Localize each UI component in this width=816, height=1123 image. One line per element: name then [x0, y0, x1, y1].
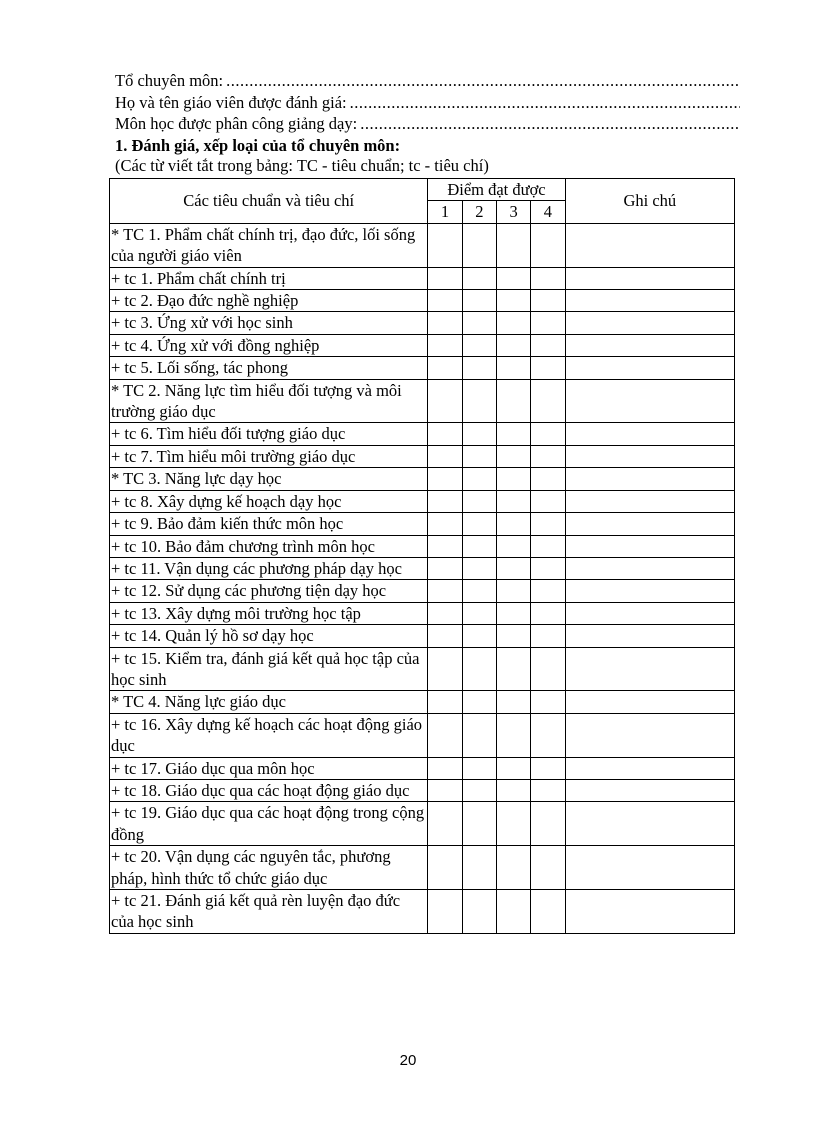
group-label: Tổ chuyên môn: — [115, 71, 224, 90]
score-cell-2[interactable] — [462, 490, 496, 512]
form-header — [115, 70, 740, 176]
score-cell-4[interactable] — [531, 557, 565, 579]
score-cell-2[interactable] — [462, 580, 496, 602]
score-cell-2[interactable] — [462, 625, 496, 647]
table-row — [110, 779, 735, 801]
score-cell-3[interactable] — [496, 312, 530, 334]
criterion-label: + tc 10. Bảo đảm chương trình môn học — [110, 535, 428, 557]
note-cell[interactable] — [565, 713, 734, 757]
criterion-label: + tc 18. Giáo dục qua các hoạt động giáo dục — [110, 779, 428, 801]
subject-label: Môn học được phân công giảng dạy: — [115, 114, 358, 133]
score-cell-1[interactable] — [428, 312, 462, 334]
score-cell-2[interactable] — [462, 713, 496, 757]
teacher-fill-line[interactable] — [350, 92, 740, 114]
score-level-4: 4 — [531, 201, 565, 223]
score-cell-2[interactable] — [462, 602, 496, 624]
score-cell-2[interactable] — [462, 757, 496, 779]
criterion-label: + tc 7. Tìm hiểu môi trường giáo dục — [110, 445, 428, 467]
score-cell-4[interactable] — [531, 290, 565, 312]
score-cell-3[interactable] — [496, 379, 530, 423]
abbreviation-note: (Các từ viết tắt trong bảng: TC - tiêu chuẩn; tc - tiêu chí) — [115, 155, 489, 175]
note-cell[interactable] — [565, 445, 734, 467]
table-row — [110, 223, 735, 267]
score-cell-1[interactable] — [428, 625, 462, 647]
note-cell[interactable] — [565, 890, 734, 934]
teacher-label: Họ và tên giáo viên được đánh giá: — [115, 92, 347, 112]
note-cell[interactable] — [565, 691, 734, 713]
note-cell[interactable] — [565, 513, 734, 535]
score-column-header: Điểm đạt được — [428, 179, 565, 201]
score-cell-1[interactable] — [428, 223, 462, 267]
score-cell-4[interactable] — [531, 890, 565, 934]
score-cell-4[interactable] — [531, 602, 565, 624]
score-cell-4[interactable] — [531, 423, 565, 445]
score-cell-1[interactable] — [428, 267, 462, 289]
table-row — [110, 468, 735, 490]
table-row — [110, 357, 735, 379]
note-cell[interactable] — [565, 580, 734, 602]
note-cell[interactable] — [565, 357, 734, 379]
score-cell-4[interactable] — [531, 757, 565, 779]
score-cell-1[interactable] — [428, 423, 462, 445]
table-row — [110, 757, 735, 779]
score-cell-3[interactable] — [496, 445, 530, 467]
score-cell-2[interactable] — [462, 312, 496, 334]
score-cell-1[interactable] — [428, 580, 462, 602]
score-cell-1[interactable] — [428, 379, 462, 423]
table-row — [110, 312, 735, 334]
note-cell[interactable] — [565, 267, 734, 289]
criterion-label: + tc 17. Giáo dục qua môn học — [110, 757, 428, 779]
score-cell-3[interactable] — [496, 580, 530, 602]
score-cell-4[interactable] — [531, 223, 565, 267]
table-row — [110, 625, 735, 647]
score-cell-2[interactable] — [462, 357, 496, 379]
table-row — [110, 713, 735, 757]
score-cell-2[interactable] — [462, 557, 496, 579]
criterion-label: + tc 4. Ứng xử với đồng nghiệp — [110, 334, 428, 356]
criterion-label: * TC 1. Phẩm chất chính trị, đạo đức, lối sống của người giáo viên — [110, 223, 428, 267]
note-cell[interactable] — [565, 647, 734, 691]
score-cell-1[interactable] — [428, 691, 462, 713]
score-cell-4[interactable] — [531, 779, 565, 801]
score-cell-4[interactable] — [531, 846, 565, 890]
score-cell-3[interactable] — [496, 490, 530, 512]
score-cell-4[interactable] — [531, 445, 565, 467]
score-cell-3[interactable] — [496, 267, 530, 289]
score-cell-2[interactable] — [462, 290, 496, 312]
table-row — [110, 267, 735, 289]
table-row — [110, 513, 735, 535]
table-row — [110, 379, 735, 423]
score-cell-1[interactable] — [428, 535, 462, 557]
note-cell[interactable] — [565, 625, 734, 647]
score-cell-3[interactable] — [496, 713, 530, 757]
score-cell-3[interactable] — [496, 423, 530, 445]
score-cell-3[interactable] — [496, 357, 530, 379]
criterion-label: * TC 4. Năng lực giáo dục — [110, 691, 428, 713]
criterion-label: + tc 1. Phẩm chất chính trị — [110, 267, 428, 289]
note-cell[interactable] — [565, 334, 734, 356]
score-cell-1[interactable] — [428, 513, 462, 535]
subject-fill-line[interactable] — [360, 113, 740, 135]
table-row — [110, 846, 735, 890]
score-cell-4[interactable] — [531, 357, 565, 379]
score-cell-2[interactable] — [462, 267, 496, 289]
note-cell[interactable] — [565, 757, 734, 779]
table-row — [110, 423, 735, 445]
note-cell[interactable] — [565, 846, 734, 890]
score-cell-1[interactable] — [428, 647, 462, 691]
section-title: 1. Đánh giá, xếp loại của tổ chuyên môn: — [115, 135, 401, 155]
criterion-label: + tc 12. Sử dụng các phương tiện dạy học — [110, 580, 428, 602]
score-cell-4[interactable] — [531, 490, 565, 512]
score-cell-4[interactable] — [531, 468, 565, 490]
group-line — [115, 70, 740, 92]
score-cell-2[interactable] — [462, 846, 496, 890]
criterion-label: * TC 3. Năng lực dạy học — [110, 468, 428, 490]
table-row — [110, 691, 735, 713]
score-cell-2[interactable] — [462, 379, 496, 423]
evaluation-table — [109, 178, 735, 934]
score-cell-2[interactable] — [462, 691, 496, 713]
score-cell-1[interactable] — [428, 490, 462, 512]
score-cell-3[interactable] — [496, 535, 530, 557]
score-cell-3[interactable] — [496, 557, 530, 579]
note-cell[interactable] — [565, 802, 734, 846]
score-cell-4[interactable] — [531, 625, 565, 647]
criteria-column-header: Các tiêu chuẩn và tiêu chí — [110, 179, 428, 224]
score-cell-1[interactable] — [428, 290, 462, 312]
score-cell-1[interactable] — [428, 779, 462, 801]
subject-line — [115, 113, 740, 135]
note-cell[interactable] — [565, 535, 734, 557]
score-cell-2[interactable] — [462, 423, 496, 445]
page-number: 20 — [399, 1052, 417, 1069]
score-cell-4[interactable] — [531, 334, 565, 356]
score-cell-4[interactable] — [531, 267, 565, 289]
table-row — [110, 602, 735, 624]
score-cell-1[interactable] — [428, 713, 462, 757]
score-cell-4[interactable] — [531, 535, 565, 557]
score-cell-3[interactable] — [496, 625, 530, 647]
score-cell-2[interactable] — [462, 468, 496, 490]
table-row — [110, 445, 735, 467]
score-cell-1[interactable] — [428, 468, 462, 490]
score-level-2: 2 — [462, 201, 496, 223]
score-cell-3[interactable] — [496, 691, 530, 713]
score-cell-4[interactable] — [531, 312, 565, 334]
score-cell-1[interactable] — [428, 445, 462, 467]
score-cell-2[interactable] — [462, 802, 496, 846]
score-cell-3[interactable] — [496, 468, 530, 490]
score-cell-2[interactable] — [462, 513, 496, 535]
score-cell-2[interactable] — [462, 779, 496, 801]
score-cell-2[interactable] — [462, 890, 496, 934]
note-cell[interactable] — [565, 779, 734, 801]
criterion-label: + tc 15. Kiểm tra, đánh giá kết quả học tập của học sinh — [110, 647, 428, 691]
table-header-row — [110, 179, 735, 201]
table-row — [110, 490, 735, 512]
score-cell-1[interactable] — [428, 334, 462, 356]
note-cell[interactable] — [565, 290, 734, 312]
table-row — [110, 334, 735, 356]
score-cell-4[interactable] — [531, 647, 565, 691]
notes-column-header: Ghi chú — [565, 179, 734, 224]
score-cell-4[interactable] — [531, 379, 565, 423]
score-cell-3[interactable] — [496, 802, 530, 846]
score-cell-4[interactable] — [531, 580, 565, 602]
note-cell[interactable] — [565, 312, 734, 334]
table-row — [110, 890, 735, 934]
score-cell-2[interactable] — [462, 334, 496, 356]
score-cell-3[interactable] — [496, 513, 530, 535]
score-cell-3[interactable] — [496, 223, 530, 267]
criterion-label: + tc 21. Đánh giá kết quả rèn luyện đạo đức của học sinh — [110, 890, 428, 934]
score-cell-1[interactable] — [428, 602, 462, 624]
table-row — [110, 535, 735, 557]
score-cell-2[interactable] — [462, 445, 496, 467]
criterion-label: + tc 2. Đạo đức nghề nghiệp — [110, 290, 428, 312]
criterion-label: + tc 13. Xây dựng môi trường học tập — [110, 602, 428, 624]
note-cell[interactable] — [565, 468, 734, 490]
criterion-label: + tc 5. Lối sống, tác phong — [110, 357, 428, 379]
score-cell-1[interactable] — [428, 357, 462, 379]
score-cell-1[interactable] — [428, 757, 462, 779]
score-cell-3[interactable] — [496, 890, 530, 934]
note-cell[interactable] — [565, 490, 734, 512]
score-cell-4[interactable] — [531, 691, 565, 713]
score-cell-1[interactable] — [428, 890, 462, 934]
score-cell-3[interactable] — [496, 779, 530, 801]
table-row — [110, 557, 735, 579]
score-cell-4[interactable] — [531, 713, 565, 757]
score-cell-3[interactable] — [496, 846, 530, 890]
criterion-label: + tc 16. Xây dựng kế hoạch các hoạt động giáo dục — [110, 713, 428, 757]
table-row — [110, 290, 735, 312]
criterion-label: + tc 14. Quản lý hồ sơ dạy học — [110, 625, 428, 647]
criterion-label: + tc 6. Tìm hiểu đối tượng giáo dục — [110, 423, 428, 445]
note-cell[interactable] — [565, 602, 734, 624]
criterion-label: + tc 3. Ứng xử với học sinh — [110, 312, 428, 334]
score-cell-3[interactable] — [496, 290, 530, 312]
score-cell-3[interactable] — [496, 647, 530, 691]
group-fill-line[interactable] — [226, 70, 740, 92]
score-level-3: 3 — [496, 201, 530, 223]
criterion-label: + tc 19. Giáo dục qua các hoạt động trong cộng đồng — [110, 802, 428, 846]
note-cell[interactable] — [565, 223, 734, 267]
score-cell-2[interactable] — [462, 647, 496, 691]
score-cell-3[interactable] — [496, 334, 530, 356]
score-cell-1[interactable] — [428, 802, 462, 846]
criterion-label: + tc 8. Xây dựng kế hoạch dạy học — [110, 490, 428, 512]
score-level-1: 1 — [428, 201, 462, 223]
table-row — [110, 647, 735, 691]
teacher-line — [115, 92, 740, 114]
criterion-label: * TC 2. Năng lực tìm hiểu đối tượng và môi trường giáo dục — [110, 379, 428, 423]
score-cell-1[interactable] — [428, 557, 462, 579]
score-cell-3[interactable] — [496, 602, 530, 624]
criterion-label: + tc 9. Bảo đảm kiến thức môn học — [110, 513, 428, 535]
note-cell[interactable] — [565, 423, 734, 445]
criterion-label: + tc 11. Vận dụng các phương pháp dạy học — [110, 557, 428, 579]
criterion-label: + tc 20. Vận dụng các nguyên tắc, phương pháp, hình thức tổ chức giáo dục — [110, 846, 428, 890]
table-row — [110, 580, 735, 602]
score-cell-4[interactable] — [531, 802, 565, 846]
score-cell-3[interactable] — [496, 757, 530, 779]
score-cell-2[interactable] — [462, 535, 496, 557]
score-cell-1[interactable] — [428, 846, 462, 890]
score-cell-2[interactable] — [462, 223, 496, 267]
note-cell[interactable] — [565, 379, 734, 423]
table-row — [110, 802, 735, 846]
note-cell[interactable] — [565, 557, 734, 579]
score-cell-4[interactable] — [531, 513, 565, 535]
